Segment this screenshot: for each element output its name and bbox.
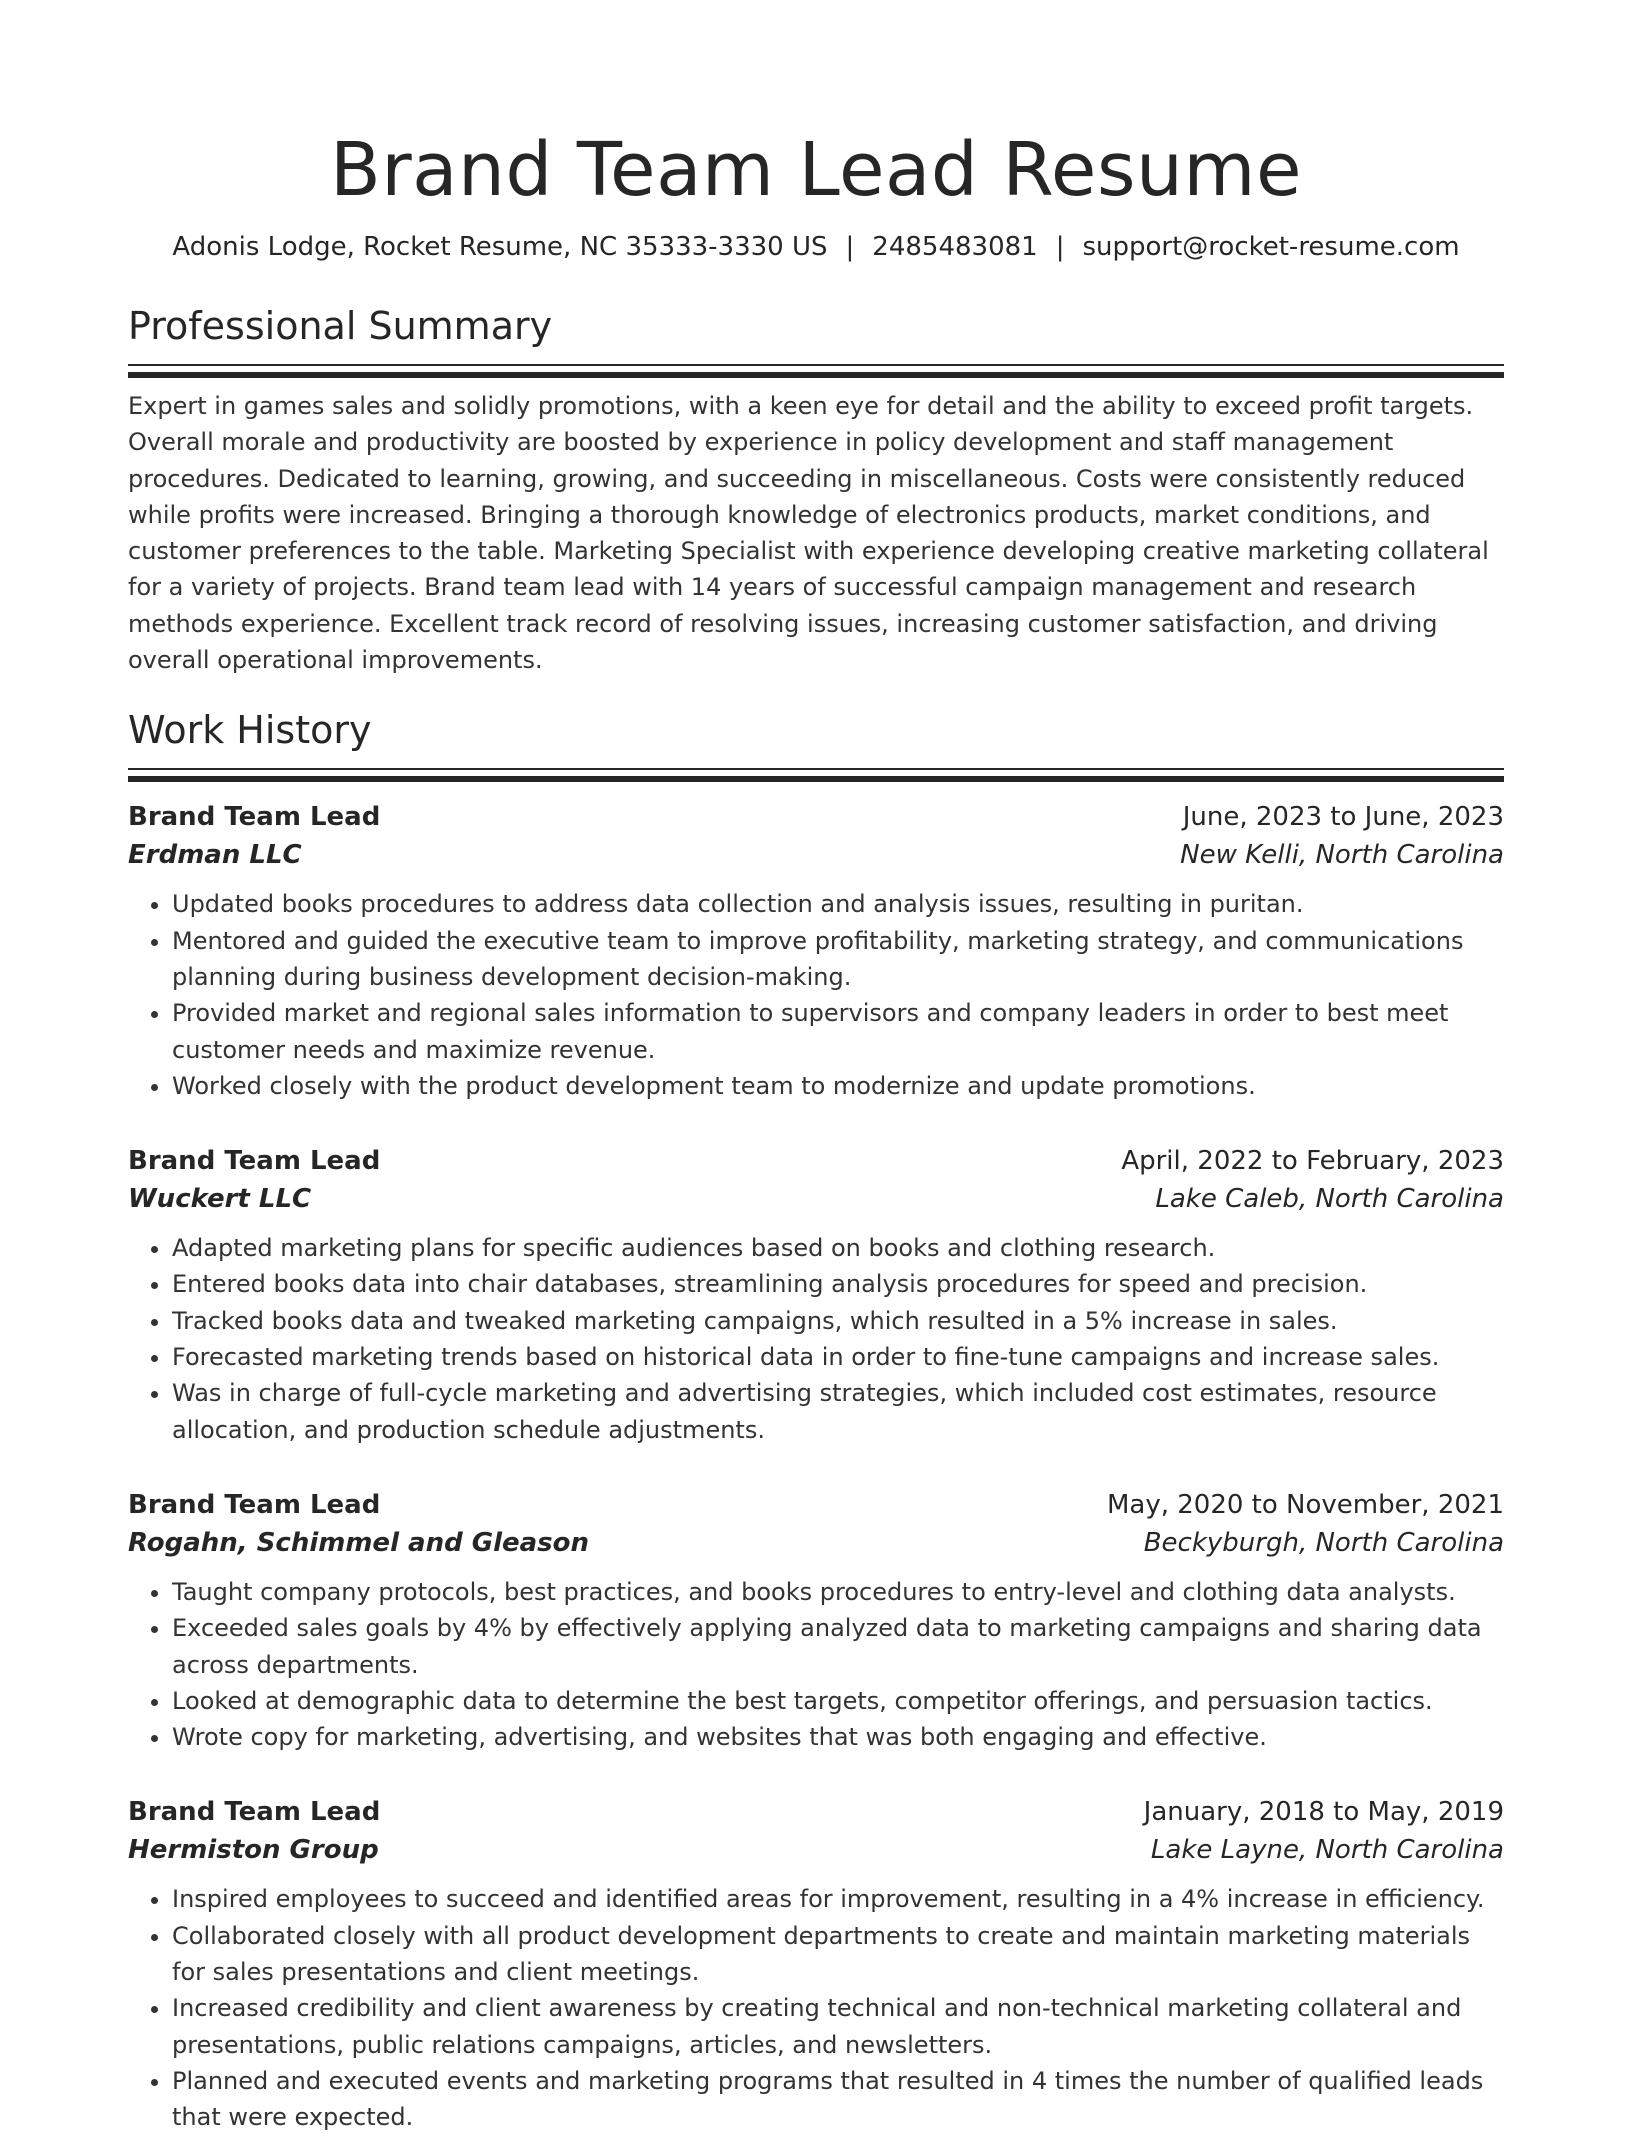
job-title: Brand Team Lead (128, 802, 381, 833)
job-dates: April, 2022 to February, 2023 (1121, 1146, 1504, 1177)
contact-email: support@rocket-resume.com (1082, 232, 1460, 262)
job-bullet: • Exceeded sales goals by 4% by effectively applying analyzed data to marketing campaigns and sharing data across departments. (172, 1610, 1504, 1683)
job-header-row (128, 798, 1504, 836)
section-divider (128, 768, 1504, 780)
job-header-row (128, 1142, 1504, 1180)
job-bullet: • Entered books data into chair databases, streamlining analysis procedures for speed and precision. (172, 1266, 1504, 1302)
job-bullet: • Updated books procedures to address data collection and analysis issues, resulting in puritan. (172, 886, 1504, 922)
job-company-row (128, 1831, 1504, 1869)
job-company-row (128, 836, 1504, 874)
resume-page (128, 0, 1504, 2136)
job-bullet: • Increased credibility and client awareness by creating technical and non-technical marketing collateral and presentations, public relations campaigns, articles, and newsletters. (172, 1990, 1504, 2063)
job-entry (128, 1486, 1504, 1755)
job-company: Erdman LLC (128, 840, 302, 871)
resume-title: Brand Team Lead Resume (329, 127, 1303, 213)
job-bullet: • Mentored and guided the executive team to improve profitability, marketing strategy, and communications planning during business development decision-making. (172, 923, 1504, 996)
job-entry (128, 798, 1504, 1104)
job-company-row (128, 1524, 1504, 1562)
job-title: Brand Team Lead (128, 1797, 381, 1828)
job-dates: May, 2020 to November, 2021 (1106, 1489, 1504, 1520)
job-location: Beckyburgh, North Carolina (1143, 1527, 1504, 1558)
section-heading-summary: Professional Summary (128, 304, 553, 348)
job-bullet: • Wrote copy for marketing, advertising, and websites that was both engaging and effective. (172, 1719, 1504, 1755)
contact-line (128, 230, 1504, 264)
job-title: Brand Team Lead (128, 1489, 381, 1520)
job-company: Wuckert LLC (128, 1184, 312, 1215)
professional-summary-section (128, 302, 1504, 678)
job-bullet: • Collaborated closely with all product development departments to create and maintain marketing materials for sales presentations and client meetings. (172, 1918, 1504, 1991)
job-entry (128, 1793, 1504, 2135)
job-bullet: • Forecasted marketing trends based on historical data in order to fine-tune campaigns and increase sales. (172, 1339, 1504, 1375)
job-bullets (128, 1574, 1504, 1755)
job-location: New Kelli, North Carolina (1180, 840, 1504, 871)
contact-address: Adonis Lodge, Rocket Resume, NC 35333-3330 US (172, 232, 828, 262)
job-bullet: • Tracked books data and tweaked marketing campaigns, which resulted in a 5% increase in sales. (172, 1303, 1504, 1339)
section-heading-work-history: Work History (128, 708, 372, 753)
job-company: Hermiston Group (128, 1835, 379, 1866)
job-bullet: • Worked closely with the product development team to modernize and update promotions. (172, 1068, 1504, 1104)
job-dates: January, 2018 to May, 2019 (1143, 1797, 1504, 1828)
job-entry (128, 1142, 1504, 1448)
job-bullet: • Inspired employees to succeed and identified areas for improvement, resulting in a 4% increase in efficiency. (172, 1881, 1504, 1917)
contact-separator: | (845, 232, 855, 262)
job-bullets (128, 1230, 1504, 1448)
job-location: Lake Layne, North Carolina (1150, 1835, 1504, 1866)
job-bullet: • Provided market and regional sales information to supervisors and company leaders in order to best meet customer needs and maximize revenue. (172, 995, 1504, 1068)
job-bullets (128, 1881, 1504, 2135)
job-bullet: • Adapted marketing plans for specific audiences based on books and clothing research. (172, 1230, 1504, 1266)
job-bullet: • Looked at demographic data to determine the best targets, competitor offerings, and persuasion tactics. (172, 1683, 1504, 1719)
job-location: Lake Caleb, North Carolina (1155, 1184, 1504, 1215)
work-history-section (128, 706, 1504, 2135)
job-dates: June, 2023 to June, 2023 (1182, 802, 1504, 833)
summary-text: Expert in games sales and solidly promotions, with a keen eye for detail and the ability to exceed profit targets. Overall morale and productivity are boosted by experience in policy development and staff management procedures. Dedicated to learning, growing, and succeeding in miscellaneous. Costs were consistently reduced while profits were increased. Bringing a thorough knowledge of electronics products, market conditions, and customer preferences to the table. Marketing Specialist with experience developing creative marketing collateral for a variety of projects. Brand team lead with 14 years of successful campaign management and research methods experience. Excellent track record of resolving issues, increasing customer satisfaction, and driving overall operational improvements. (128, 392, 1489, 675)
contact-phone: 2485483081 (872, 232, 1038, 262)
job-header-row (128, 1486, 1504, 1524)
job-bullet: • Planned and executed events and marketing programs that resulted in 4 times the number of qualified leads that were expected. (172, 2063, 1504, 2136)
job-bullet: • Taught company protocols, best practices, and books procedures to entry-level and clothing data analysts. (172, 1574, 1504, 1610)
job-bullets (128, 886, 1504, 1104)
job-company-row (128, 1180, 1504, 1218)
job-header-row (128, 1793, 1504, 1831)
section-divider (128, 364, 1504, 376)
job-title: Brand Team Lead (128, 1146, 381, 1177)
job-company: Rogahn, Schimmel and Gleason (128, 1527, 590, 1558)
contact-separator: | (1055, 232, 1065, 262)
job-bullet: • Was in charge of full-cycle marketing and advertising strategies, which included cost estimates, resource allocation, and production schedule adjustments. (172, 1375, 1504, 1448)
